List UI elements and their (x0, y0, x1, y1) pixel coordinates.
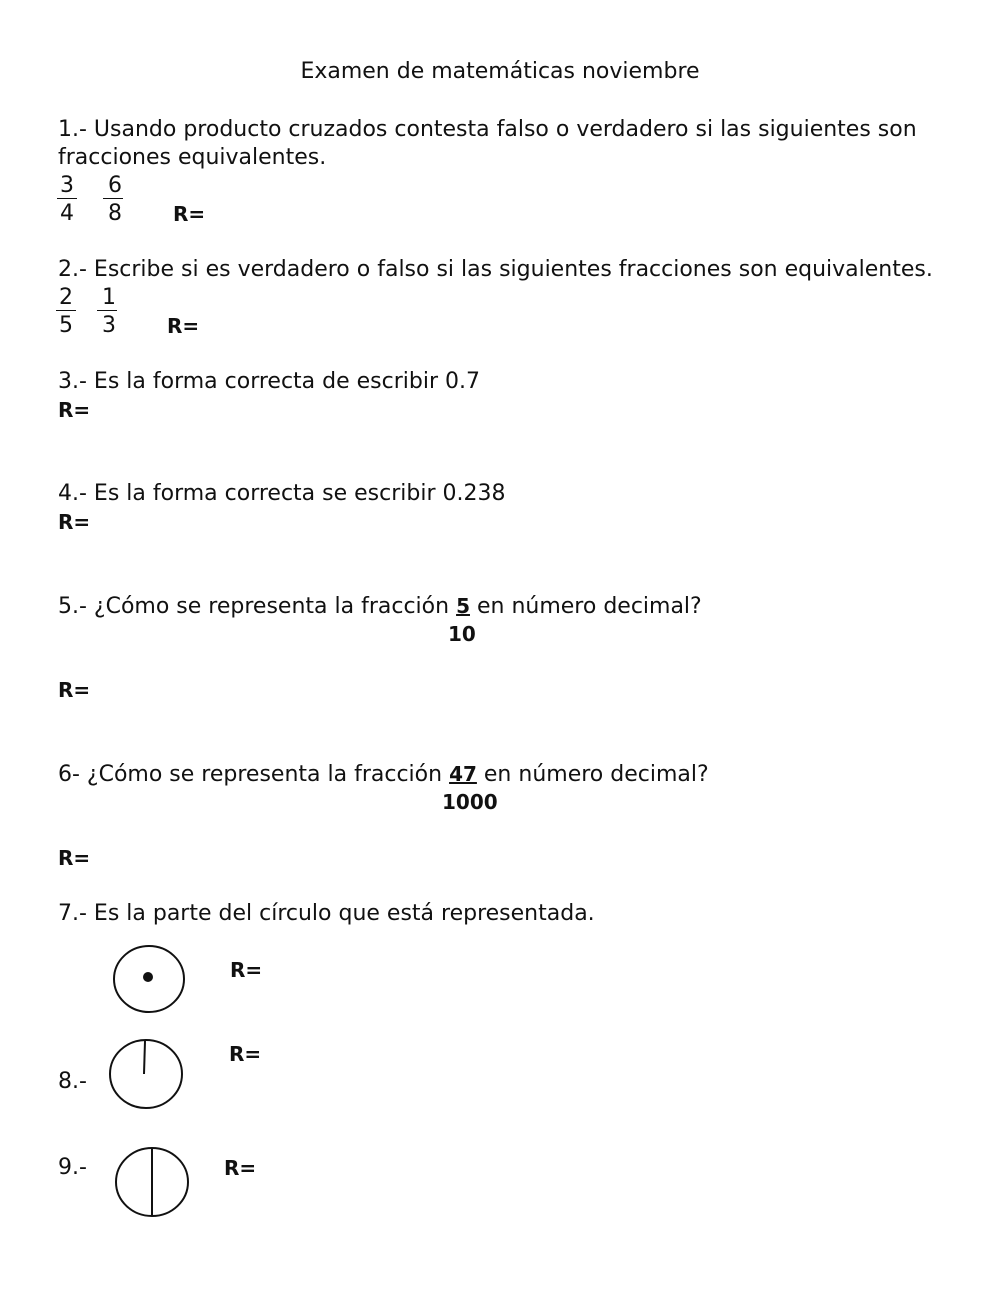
question-2-text: 2.- Escribe si es verdadero o falso si las siguientes fracciones son equivalentes. (58, 257, 933, 282)
question-6-text-after: en número decimal? (476, 762, 709, 787)
circle-outline (110, 1040, 182, 1108)
question-4-text: 4.- Es la forma correcta se escribir 0.238 (58, 481, 506, 506)
page-title: Examen de matemáticas noviembre (300, 59, 700, 84)
question-1-text-line-1: 1.- Usando producto cruzados contesta falso o verdadero si las siguientes son (58, 117, 917, 142)
question-6-text-before: 6- ¿Cómo se representa la fracción (58, 762, 450, 787)
question-7-answer-label: R= (230, 958, 263, 982)
fraction-bar (56, 310, 76, 311)
question-6-numerator: 47 (449, 762, 477, 786)
circle-diameter-figure (114, 1146, 190, 1218)
fraction-numerator: 1 (102, 285, 116, 310)
fraction-numerator: 6 (108, 173, 122, 198)
question-6-denominator: 1000 (442, 790, 498, 814)
question-9-answer-label: R= (224, 1156, 257, 1180)
center-dot (143, 972, 153, 982)
question-1-answer-label: R= (173, 202, 206, 226)
question-5-denominator: 10 (448, 622, 476, 646)
question-1-text-line-2: fracciones equivalentes. (58, 145, 327, 170)
question-5-text-before: 5.- ¿Cómo se representa la fracción (58, 594, 457, 619)
question-5-text-after: en número decimal? (469, 594, 702, 619)
fraction-denominator: 4 (60, 201, 74, 226)
question-4-answer-label: R= (58, 510, 91, 534)
circle-center-point-figure (112, 944, 186, 1014)
fraction-bar (97, 310, 117, 311)
fraction-bar (57, 198, 77, 199)
circle-radius-figure (108, 1038, 184, 1110)
question-6-text (58, 760, 709, 789)
question-5-numerator: 5 (456, 594, 470, 618)
question-3-answer-label: R= (58, 398, 91, 422)
question-5-text (58, 592, 702, 621)
question-5-answer-label: R= (58, 678, 91, 702)
fraction-denominator: 3 (102, 313, 116, 338)
fraction-denominator: 5 (59, 313, 73, 338)
fraction-bar (103, 198, 123, 199)
question-8-answer-label: R= (229, 1042, 262, 1066)
question-7-text: 7.- Es la parte del círculo que está representada. (58, 901, 595, 926)
question-2-answer-label: R= (167, 314, 200, 338)
question-9-label: 9.- (58, 1155, 87, 1180)
fraction-denominator: 8 (108, 201, 122, 226)
question-8-label: 8.- (58, 1069, 87, 1094)
fraction-numerator: 2 (59, 285, 73, 310)
radius-line (144, 1041, 145, 1074)
question-3-text: 3.- Es la forma correcta de escribir 0.7 (58, 369, 480, 394)
question-6-answer-label: R= (58, 846, 91, 870)
fraction-numerator: 3 (60, 173, 74, 198)
